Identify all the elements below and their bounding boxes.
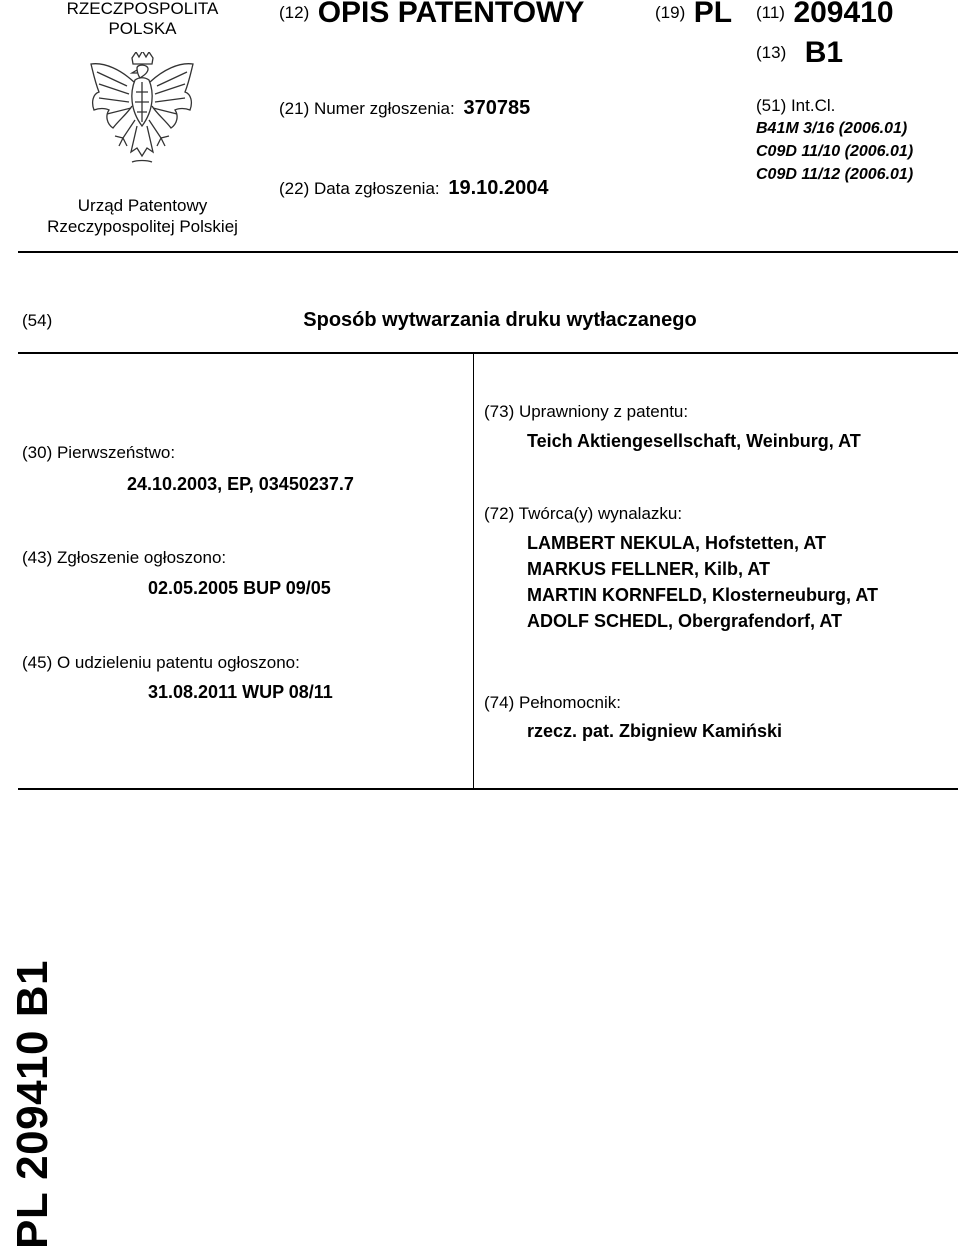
- intcl-entry: C09D 11/10 (2006.01): [756, 143, 914, 160]
- office-name-line2: Rzeczypospolitej Polskiej: [47, 217, 238, 236]
- country-code: PL: [693, 0, 733, 29]
- application-date-row: [279, 177, 548, 200]
- granted-value: 31.08.2011 WUP 08/11: [148, 682, 333, 702]
- kind-code-row: [756, 36, 843, 70]
- patent-number-label: (11): [756, 3, 785, 22]
- priority-label: (30) Pierwszeństwo:: [22, 443, 176, 462]
- intcl-label: (51) Int.Cl.: [756, 96, 836, 115]
- inventor-entry: MARTIN KORNFELD, Klosterneuburg, AT: [527, 585, 878, 605]
- divider: [18, 352, 958, 354]
- column-divider: [473, 354, 474, 788]
- inventor-entry: MARKUS FELLNER, Kilb, AT: [527, 559, 770, 579]
- application-number-label: (21) Numer zgłoszenia:: [279, 99, 455, 118]
- office-name-line1: Urząd Patentowy: [77, 196, 208, 215]
- published-value: 02.05.2005 BUP 09/05: [148, 578, 331, 598]
- divider: [18, 251, 958, 253]
- attorney-label: (74) Pełnomocnik:: [484, 693, 622, 712]
- patent-number: 209410: [793, 0, 894, 29]
- side-document-label: PL 209410 B1: [8, 960, 57, 1249]
- application-number: 370785: [463, 97, 531, 119]
- kind-code-label: (13): [756, 43, 787, 62]
- kind-code: B1: [804, 36, 844, 69]
- divider: [18, 788, 958, 790]
- application-date-label: (22) Data zgłoszenia:: [279, 179, 440, 198]
- intcl-entry: B41M 3/16 (2006.01): [756, 120, 908, 137]
- polish-eagle-emblem-icon: [85, 52, 200, 182]
- patent-number-row: [756, 0, 894, 30]
- intcl-entry: C09D 11/12 (2006.01): [756, 166, 914, 183]
- country-code-row: [655, 0, 732, 30]
- owner-value: Teich Aktiengesellschaft, Weinburg, AT: [527, 431, 861, 451]
- published-label: (43) Zgłoszenie ogłoszono:: [22, 548, 227, 567]
- inventor-entry: LAMBERT NEKULA, Hofstetten, AT: [527, 533, 826, 553]
- granted-label: (45) O udzieleniu patentu ogłoszono:: [22, 653, 300, 672]
- inventors-label: (72) Twórca(y) wynalazku:: [484, 504, 683, 523]
- title-label: (54): [22, 311, 53, 330]
- document-type-title: OPIS PATENTOWY: [317, 0, 585, 29]
- application-date: 19.10.2004: [448, 177, 549, 199]
- inventor-entry: ADOLF SCHEDL, Obergrafendorf, AT: [527, 611, 842, 631]
- attorney-value: rzecz. pat. Zbigniew Kamiński: [527, 721, 783, 741]
- country-code-label: (19): [655, 3, 686, 22]
- owner-label: (73) Uprawniony z patentu:: [484, 402, 689, 421]
- priority-value: 24.10.2003, EP, 03450237.7: [127, 474, 354, 494]
- country-name-line1: RZECZPOSPOLITA: [66, 0, 219, 18]
- country-name-line2: POLSKA: [108, 19, 177, 38]
- invention-title: Sposób wytwarzania druku wytłaczanego: [303, 309, 697, 331]
- document-type-code: (12): [279, 3, 310, 22]
- application-number-row: [279, 97, 530, 120]
- document-type: [279, 0, 584, 30]
